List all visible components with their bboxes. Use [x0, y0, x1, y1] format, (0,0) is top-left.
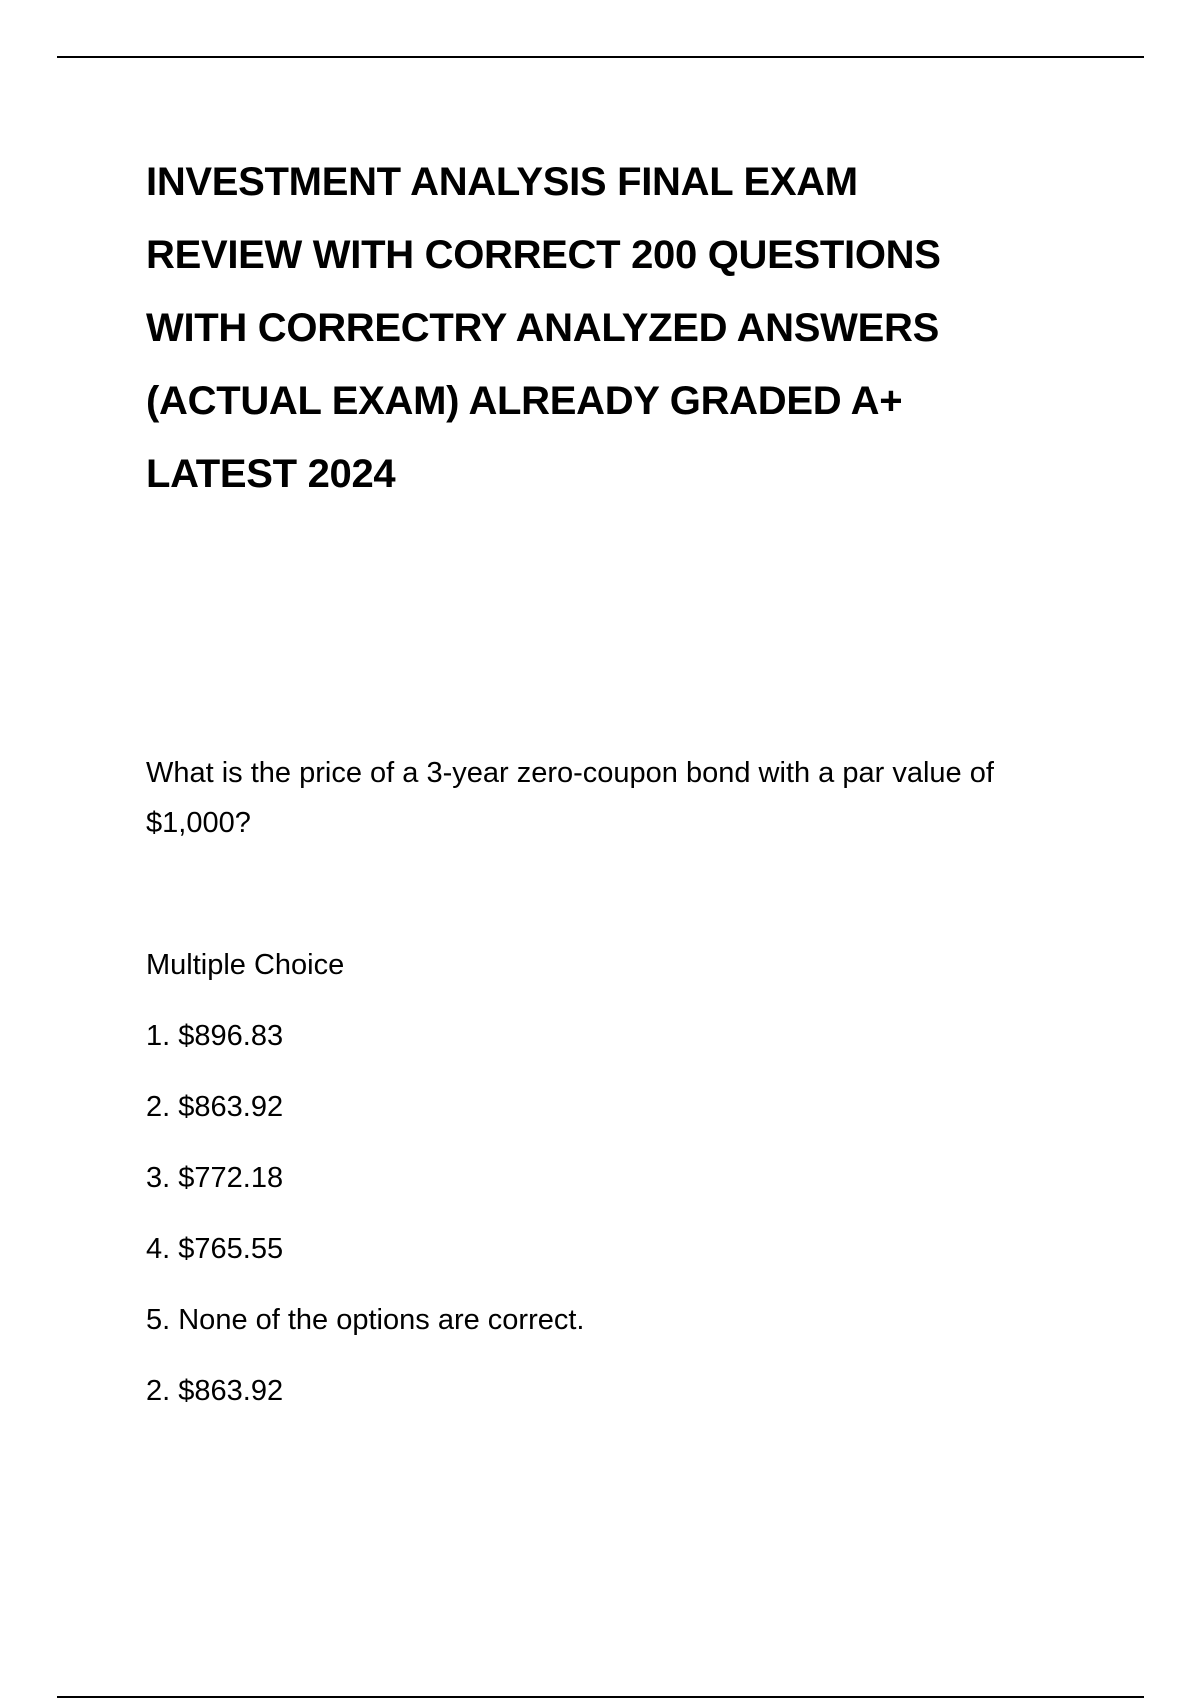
answer-option: 3. $772.18	[146, 1162, 284, 1194]
title-line: REVIEW WITH CORRECT 200 QUESTIONS	[146, 233, 941, 277]
title-line: INVESTMENT ANALYSIS FINAL EXAM	[146, 160, 858, 204]
title-line: LATEST 2024	[146, 452, 396, 496]
correct-answer: 2. $863.92	[146, 1375, 284, 1407]
document-title	[146, 146, 1076, 511]
answer-option: 5. None of the options are correct.	[146, 1304, 585, 1336]
bottom-divider	[57, 1696, 1144, 1698]
title-line: (ACTUAL EXAM) ALREADY GRADED A+	[146, 379, 903, 423]
answer-option: 2. $863.92	[146, 1091, 284, 1123]
multiple-choice-label: Multiple Choice	[146, 949, 345, 981]
answer-option: 1. $896.83	[146, 1020, 284, 1052]
top-divider	[57, 56, 1144, 58]
question-text: What is the price of a 3-year zero-coupon bond with a par value of $1,000?	[146, 757, 994, 839]
answer-option: 4. $765.55	[146, 1233, 284, 1265]
answer-options	[146, 1011, 584, 1366]
title-line: WITH CORRECTRY ANALYZED ANSWERS	[146, 306, 939, 350]
